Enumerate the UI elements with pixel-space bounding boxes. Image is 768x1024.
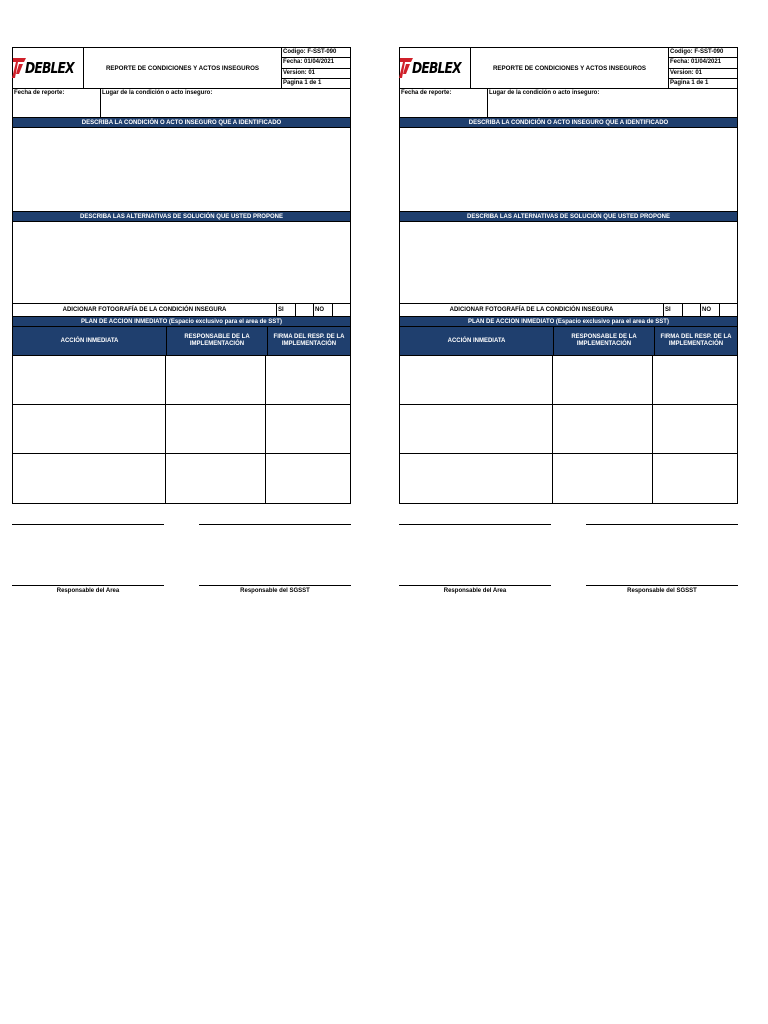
signature-line-sgsst-top xyxy=(586,524,738,525)
meta-codigo: Codigo: F-SST-090 xyxy=(669,48,737,58)
table-row xyxy=(12,454,351,504)
firma-cell[interactable] xyxy=(266,454,350,503)
section-condicion-header: DESCRIBA LA CONDICIÓN O ACTO INSEGURO QUE A IDENTIFICADO xyxy=(399,118,738,128)
firma-cell[interactable] xyxy=(266,405,350,453)
signature-labels xyxy=(399,588,738,598)
foto-no-box[interactable] xyxy=(719,304,737,316)
report-form-right xyxy=(399,47,738,598)
firma-cell[interactable] xyxy=(266,356,350,404)
firma-cell[interactable] xyxy=(653,405,737,453)
fecha-reporte-field[interactable] xyxy=(13,89,100,117)
logo-text: DEBLEX xyxy=(24,59,74,77)
lugar-field[interactable] xyxy=(487,89,737,117)
logo-mark-icon xyxy=(12,58,26,78)
responsable-cell[interactable] xyxy=(553,405,653,453)
section-condicion-header: DESCRIBA LA CONDICIÓN O ACTO INSEGURO QUE A IDENTIFICADO xyxy=(12,118,351,128)
accion-cell[interactable] xyxy=(13,405,166,453)
signature-line-sgsst[interactable] xyxy=(586,585,738,586)
logo-cell xyxy=(13,48,84,88)
report-form-left xyxy=(12,47,351,598)
sig-sgsst-label: Responsable del SGSST xyxy=(627,588,697,594)
section-alternativas-header: DESCRIBA LAS ALTERNATIVAS DE SOLUCIÓN QUE USTED PROPONE xyxy=(12,212,351,222)
condicion-text-area[interactable] xyxy=(399,128,738,212)
signature-line-area[interactable] xyxy=(12,585,164,586)
plan-table-header xyxy=(399,327,738,356)
col-responsable-header: RESPONSABLE DE LA IMPLEMENTACIÓN xyxy=(167,327,268,355)
accion-cell[interactable] xyxy=(13,356,166,404)
signature-labels xyxy=(12,588,351,598)
meta-pagina: Pagina 1 de 1 xyxy=(283,79,322,86)
table-row xyxy=(399,454,738,504)
meta-pagina: Pagina 1 de 1 xyxy=(670,79,709,86)
responsable-cell[interactable] xyxy=(553,356,653,404)
accion-cell[interactable] xyxy=(13,454,166,503)
lugar-field[interactable] xyxy=(100,89,350,117)
meta-fecha: Fecha: 01/04/2021 xyxy=(669,58,737,68)
table-row xyxy=(399,356,738,405)
deblex-logo xyxy=(399,58,472,78)
signature-top-lines xyxy=(12,524,351,525)
foto-no-box[interactable] xyxy=(332,304,350,316)
sig-sgsst-label: Responsable del SGSST xyxy=(240,588,310,594)
sig-area-label: Responsable del Area xyxy=(56,588,120,594)
foto-si-option[interactable]: SI xyxy=(276,304,295,316)
alternativas-text-area[interactable] xyxy=(399,222,738,304)
lugar-label: Lugar de la condición o acto inseguro: xyxy=(102,90,213,96)
responsable-cell[interactable] xyxy=(166,356,266,404)
form-header xyxy=(12,47,351,89)
meta-version: Version: 01 xyxy=(282,69,350,79)
col-firma-header: FIRMA DEL RESP. DE LA IMPLEMENTACIÓN xyxy=(273,334,345,347)
plan-table-header xyxy=(12,327,351,356)
condicion-text-area[interactable] xyxy=(12,128,351,212)
logo-text: DEBLEX xyxy=(411,59,461,77)
table-row xyxy=(12,356,351,405)
form-title: REPORTE DE CONDICIONES Y ACTOS INSEGUROS xyxy=(471,48,669,88)
firma-cell[interactable] xyxy=(653,454,737,503)
table-row xyxy=(12,405,351,454)
responsable-cell[interactable] xyxy=(166,454,266,503)
foto-row xyxy=(12,304,351,317)
signature-bottom-lines xyxy=(399,585,738,586)
foto-no-option[interactable]: NO xyxy=(700,304,719,316)
responsable-cell[interactable] xyxy=(166,405,266,453)
accion-cell[interactable] xyxy=(400,405,553,453)
foto-si-box[interactable] xyxy=(682,304,700,316)
signature-line-area-top xyxy=(12,524,164,525)
form-meta xyxy=(669,48,737,88)
col-responsable-header: RESPONSABLE DE LA IMPLEMENTACIÓN xyxy=(554,327,655,355)
form-header xyxy=(399,47,738,89)
col-accion-header: ACCIÓN INMEDIATA xyxy=(13,327,167,355)
accion-cell[interactable] xyxy=(400,356,553,404)
foto-si-option[interactable]: SI xyxy=(663,304,682,316)
form-title: REPORTE DE CONDICIONES Y ACTOS INSEGUROS xyxy=(84,48,282,88)
lugar-label: Lugar de la condición o acto inseguro: xyxy=(489,90,600,96)
col-firma-header: FIRMA DEL RESP. DE LA IMPLEMENTACIÓN xyxy=(660,334,732,347)
signature-line-sgsst[interactable] xyxy=(199,585,351,586)
report-info-row xyxy=(12,89,351,118)
meta-fecha: Fecha: 01/04/2021 xyxy=(282,58,350,68)
signature-line-area[interactable] xyxy=(399,585,551,586)
foto-label: ADICIONAR FOTOGRAFÍA DE LA CONDICIÓN INSEGURA xyxy=(62,307,227,313)
section-alternativas-header: DESCRIBA LAS ALTERNATIVAS DE SOLUCIÓN QUE USTED PROPONE xyxy=(399,212,738,222)
foto-no-option[interactable]: NO xyxy=(313,304,332,316)
report-info-row xyxy=(399,89,738,118)
table-row xyxy=(399,405,738,454)
signature-line-area-top xyxy=(399,524,551,525)
plan-accion-header: PLAN DE ACCION INMEDIATO (Espacio exclusivo para el area de SST) xyxy=(399,317,738,327)
foto-si-box[interactable] xyxy=(295,304,313,316)
foto-label: ADICIONAR FOTOGRAFÍA DE LA CONDICIÓN INSEGURA xyxy=(449,307,614,313)
fecha-reporte-label: Fecha de reporte: xyxy=(14,90,65,96)
logo-mark-icon xyxy=(399,58,413,78)
foto-row xyxy=(399,304,738,317)
fecha-reporte-label: Fecha de reporte: xyxy=(401,90,452,96)
meta-version: Version: 01 xyxy=(669,69,737,79)
logo-cell xyxy=(400,48,471,88)
responsable-cell[interactable] xyxy=(553,454,653,503)
firma-cell[interactable] xyxy=(653,356,737,404)
signature-bottom-lines xyxy=(12,585,351,586)
form-meta xyxy=(282,48,350,88)
accion-cell[interactable] xyxy=(400,454,553,503)
fecha-reporte-field[interactable] xyxy=(400,89,487,117)
sig-area-label: Responsable del Area xyxy=(443,588,507,594)
deblex-logo xyxy=(12,58,85,78)
col-accion-header: ACCIÓN INMEDIATA xyxy=(400,327,554,355)
alternativas-text-area[interactable] xyxy=(12,222,351,304)
plan-accion-header: PLAN DE ACCION INMEDIATO (Espacio exclusivo para el area de SST) xyxy=(12,317,351,327)
signature-line-sgsst-top xyxy=(199,524,351,525)
meta-codigo: Codigo: F-SST-090 xyxy=(282,48,350,58)
signature-top-lines xyxy=(399,524,738,525)
